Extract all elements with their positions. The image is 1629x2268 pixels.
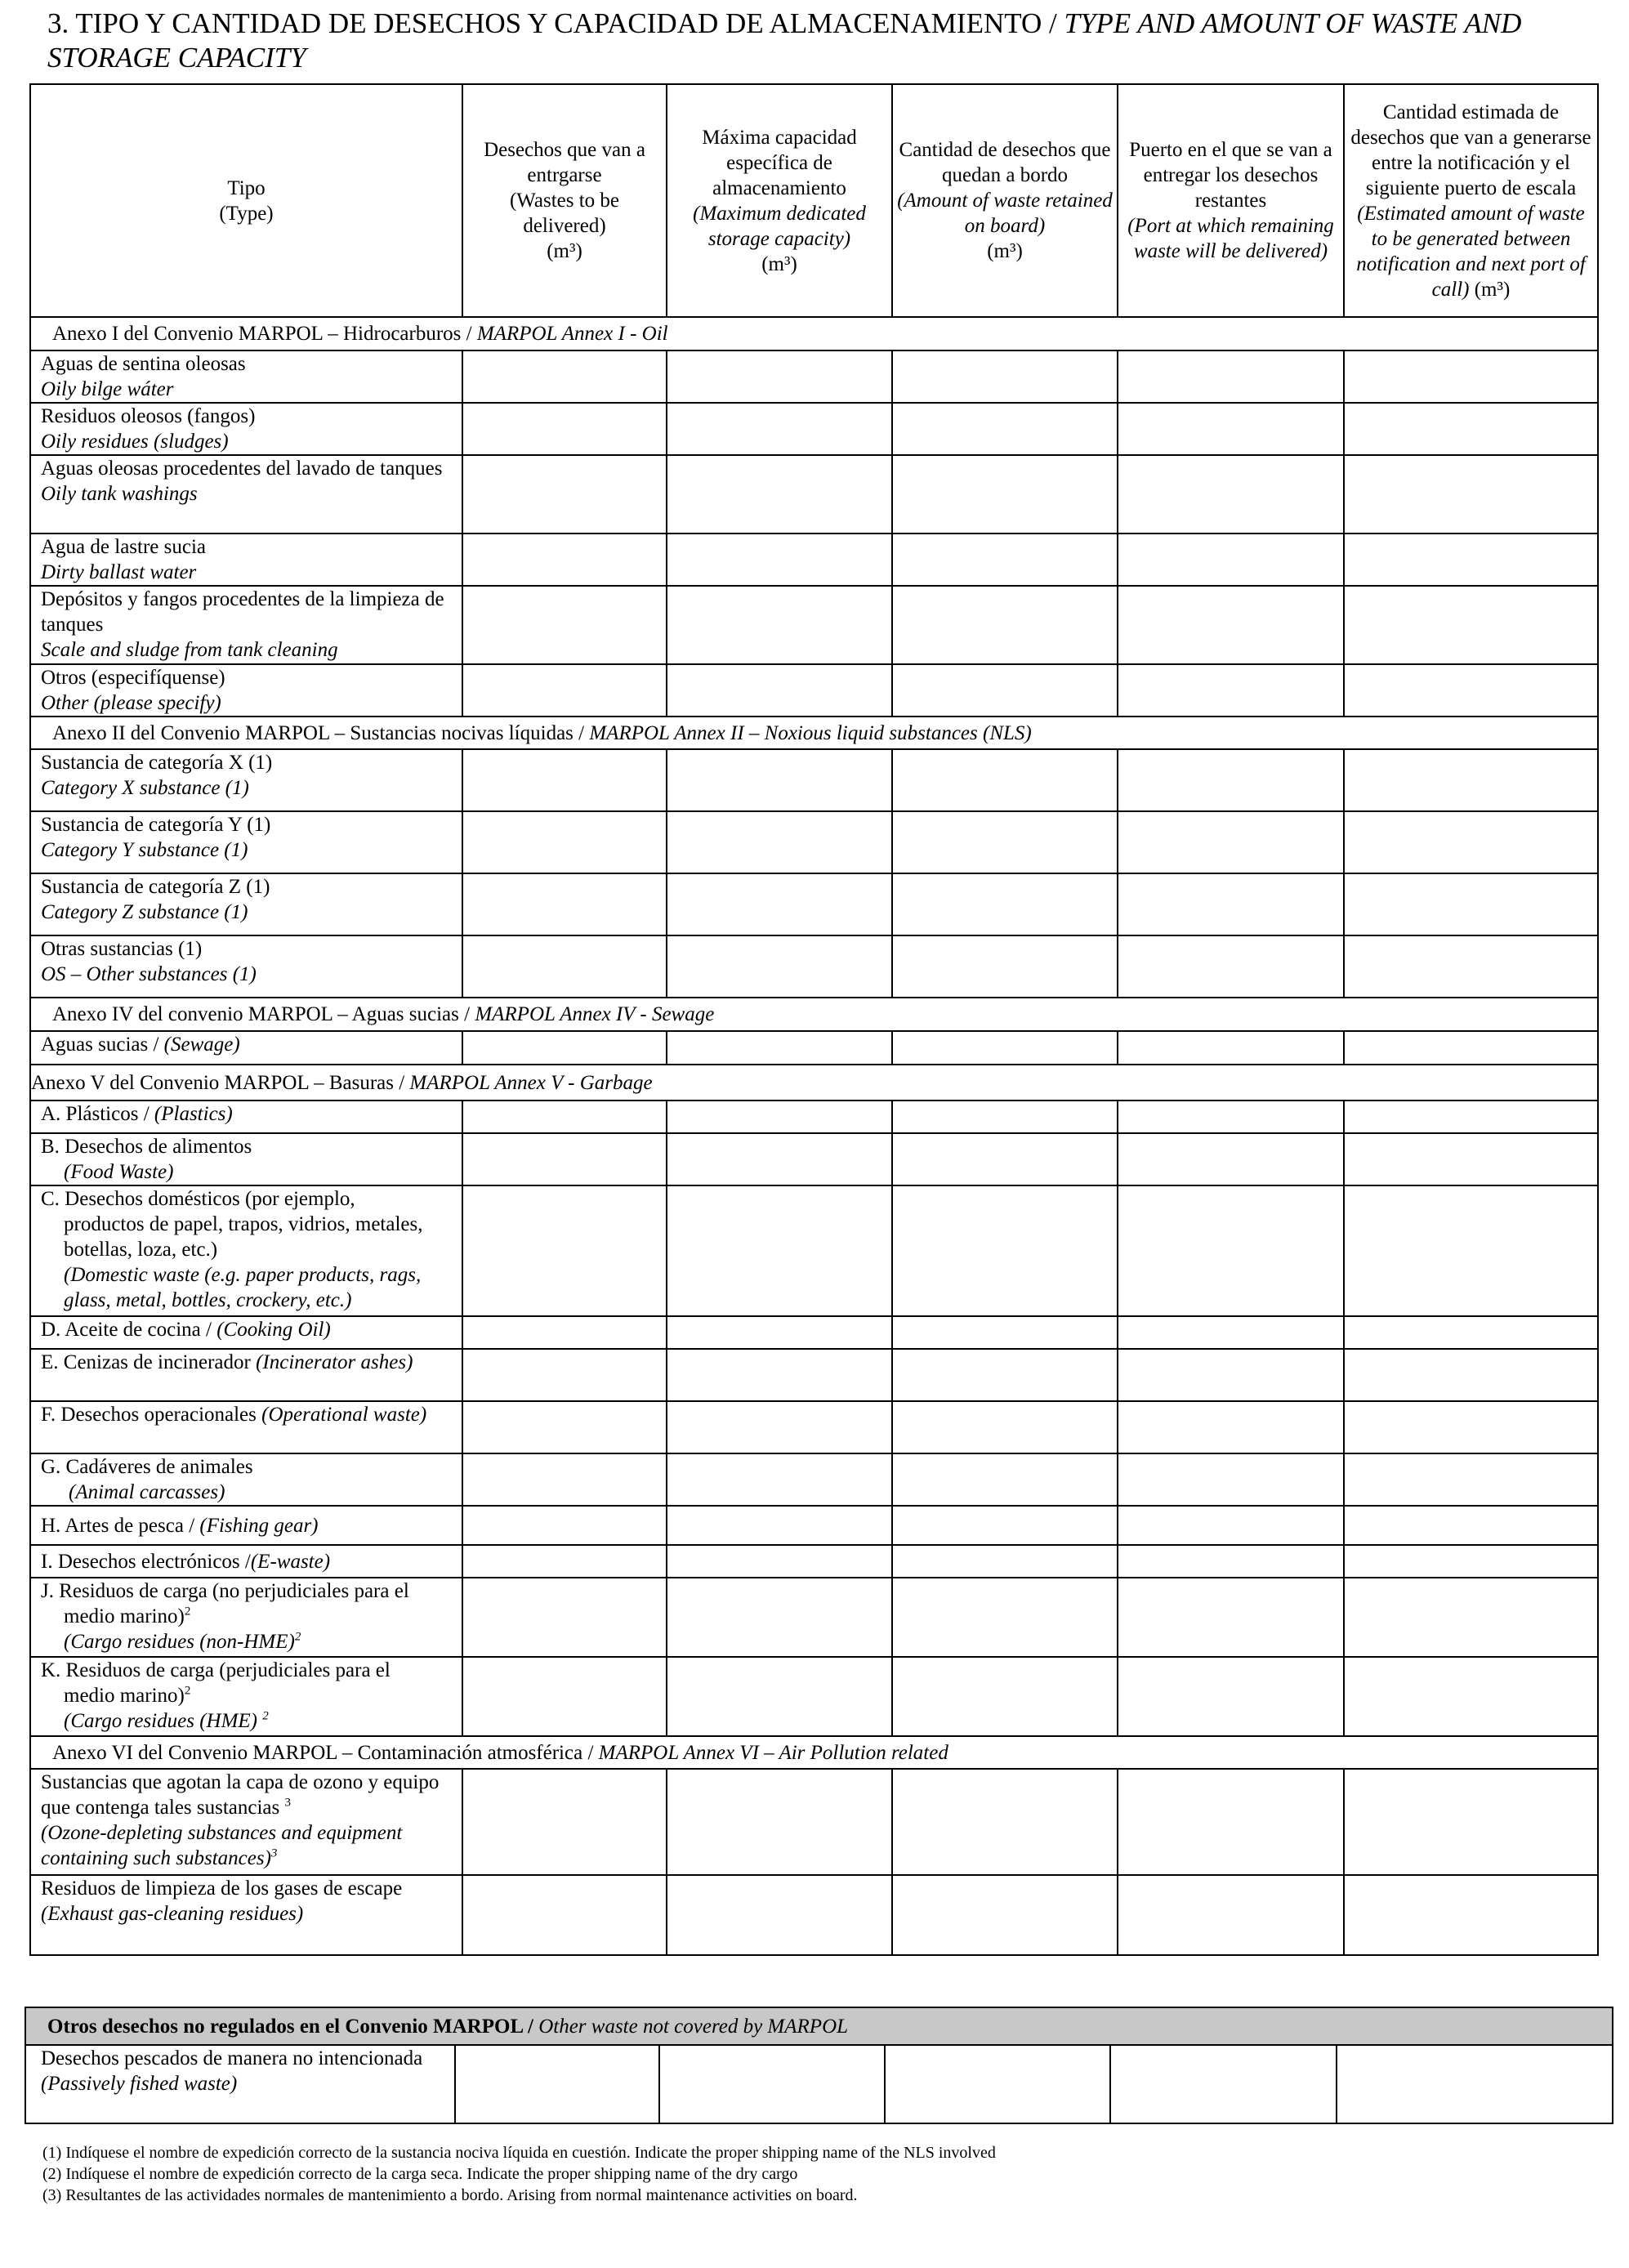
- footnote-3: (3) Resultantes de las actividades normales de mantenimiento a bordo. Arising from normal maintenance activities on board.: [42, 2186, 858, 2204]
- input-cell[interactable]: [667, 1453, 892, 1506]
- table-row: Otros (especifíquense) Other (please specify): [30, 664, 1598, 717]
- input-cell[interactable]: [892, 1316, 1118, 1349]
- input-cell[interactable]: [1118, 1316, 1344, 1349]
- input-cell[interactable]: [1118, 534, 1344, 586]
- input-cell[interactable]: [667, 749, 892, 811]
- table-row: D. Aceite de cocina / (Cooking Oil): [30, 1316, 1598, 1349]
- section-annex6: Anexo VI del Convenio MARPOL – Contaminación atmosférica / MARPOL Annex VI – Air Pollution related: [30, 1736, 1598, 1769]
- input-cell[interactable]: [667, 664, 892, 717]
- table-row: G. Cadáveres de animales (Animal carcasses): [30, 1453, 1598, 1506]
- table-row: H. Artes de pesca / (Fishing gear): [30, 1506, 1598, 1545]
- input-cell[interactable]: [462, 1349, 667, 1401]
- input-cell[interactable]: [1118, 1185, 1344, 1316]
- table-row: B. Desechos de alimentos (Food Waste): [30, 1133, 1598, 1185]
- input-cell[interactable]: [667, 1578, 892, 1657]
- input-cell[interactable]: [667, 1769, 892, 1875]
- input-cell[interactable]: [1118, 664, 1344, 717]
- input-cell[interactable]: [462, 1401, 667, 1453]
- input-cell[interactable]: [1118, 350, 1344, 403]
- input-cell[interactable]: [659, 2045, 885, 2123]
- input-cell[interactable]: [1118, 1031, 1344, 1065]
- section-title-es: 3. TIPO Y CANTIDAD DE DESECHOS Y CAPACIDAD DE ALMACENAMIENTO /: [47, 7, 1064, 39]
- input-cell[interactable]: [462, 1875, 667, 1955]
- input-cell[interactable]: [462, 403, 667, 455]
- table-row: I. Desechos electrónicos /(E-waste): [30, 1545, 1598, 1578]
- table-row: Residuos de limpieza de los gases de escape (Exhaust gas-cleaning residues): [30, 1875, 1598, 1955]
- input-cell[interactable]: [1344, 1453, 1598, 1506]
- input-cell[interactable]: [1344, 811, 1598, 873]
- input-cell[interactable]: [667, 811, 892, 873]
- input-cell[interactable]: [892, 1578, 1118, 1657]
- input-cell[interactable]: [667, 350, 892, 403]
- input-cell[interactable]: [1344, 1185, 1598, 1316]
- section-annex2: Anexo II del Convenio MARPOL – Sustancias nocivas líquidas / MARPOL Annex II – Noxious liquid substances (NLS): [30, 717, 1598, 749]
- waste-table: [29, 83, 1599, 1956]
- input-cell[interactable]: [892, 350, 1118, 403]
- input-cell[interactable]: [1344, 664, 1598, 717]
- section-other: Otros desechos no regulados en el Convenio MARPOL / Other waste not covered by MARPOL: [25, 2007, 1613, 2045]
- input-cell[interactable]: [667, 935, 892, 998]
- table-row: Aguas sucias / (Sewage): [30, 1031, 1598, 1065]
- table-row: K. Residuos de carga (perjudiciales para el medio marino)$^2$ (Cargo residues (HME) $^2$: [30, 1657, 1598, 1736]
- table-row: Sustancia de categoría X (1) Category X substance (1): [30, 749, 1598, 811]
- table-row: Aguas de sentina oleosas Oily bilge wáter: [30, 350, 1598, 403]
- input-cell[interactable]: [667, 1133, 892, 1185]
- input-cell[interactable]: [892, 534, 1118, 586]
- input-cell[interactable]: [462, 455, 667, 534]
- header-estimated: Cantidad estimada de desechos que van a generarse entre la notificación y el siguiente puerto de escala (Estimated amount of waste to be generated between notification and next port of call) (m³): [1344, 84, 1598, 317]
- input-cell[interactable]: [462, 1545, 667, 1578]
- input-cell[interactable]: [667, 1545, 892, 1578]
- section-title-en: TYPE AND AMOUNT OF WASTE AND STORAGE CAPACITY: [47, 7, 1522, 74]
- table-row: A. Plásticos / (Plastics): [30, 1101, 1598, 1133]
- input-cell[interactable]: [1344, 403, 1598, 455]
- input-cell[interactable]: [462, 664, 667, 717]
- input-cell[interactable]: [667, 1401, 892, 1453]
- input-cell[interactable]: [1344, 935, 1598, 998]
- input-cell[interactable]: [1118, 1545, 1344, 1578]
- input-cell[interactable]: [1118, 1453, 1344, 1506]
- input-cell[interactable]: [892, 1101, 1118, 1133]
- table-row: Residuos oleosos (fangos) Oily residues (sludges): [30, 403, 1598, 455]
- header-row: [30, 84, 1598, 317]
- header-delivered: Desechos que van a entrgarse (Wastes to be delivered) (m³): [462, 84, 667, 317]
- input-cell[interactable]: [1118, 811, 1344, 873]
- section-annex5: Anexo V del Convenio MARPOL – Basuras / MARPOL Annex V - Garbage: [30, 1065, 1598, 1101]
- table-row: Sustancia de categoría Z (1) Category Z substance (1): [30, 873, 1598, 935]
- input-cell[interactable]: [1344, 1506, 1598, 1545]
- input-cell[interactable]: [892, 1657, 1118, 1736]
- input-cell[interactable]: [1118, 1769, 1344, 1875]
- input-cell[interactable]: [885, 2045, 1110, 2123]
- input-cell[interactable]: [1344, 586, 1598, 664]
- input-cell[interactable]: [462, 586, 667, 664]
- table-row: Depósitos y fangos procedentes de la limpieza de tanques Scale and sludge from tank cleaning: [30, 586, 1598, 664]
- input-cell[interactable]: [462, 935, 667, 998]
- input-cell[interactable]: [1110, 2045, 1337, 2123]
- input-cell[interactable]: [1344, 1657, 1598, 1736]
- input-cell[interactable]: [1118, 1657, 1344, 1736]
- input-cell[interactable]: [1118, 935, 1344, 998]
- input-cell[interactable]: [1118, 1101, 1344, 1133]
- table-row: Desechos pescados de manera no intencionada (Passively fished waste): [25, 2045, 1613, 2123]
- input-cell[interactable]: [892, 749, 1118, 811]
- input-cell[interactable]: [1344, 1133, 1598, 1185]
- input-cell[interactable]: [667, 1101, 892, 1133]
- input-cell[interactable]: [892, 811, 1118, 873]
- input-cell[interactable]: [455, 2045, 659, 2123]
- input-cell[interactable]: [462, 534, 667, 586]
- input-cell[interactable]: [1118, 873, 1344, 935]
- table-row: Agua de lastre sucia Dirty ballast water: [30, 534, 1598, 586]
- input-cell[interactable]: [462, 1185, 667, 1316]
- input-cell[interactable]: [892, 1769, 1118, 1875]
- input-cell[interactable]: [1118, 586, 1344, 664]
- input-cell[interactable]: [462, 1578, 667, 1657]
- table-row: Aguas oleosas procedentes del lavado de tanques Oily tank washings: [30, 455, 1598, 534]
- input-cell[interactable]: [1118, 403, 1344, 455]
- input-cell[interactable]: [892, 664, 1118, 717]
- input-cell[interactable]: [667, 1031, 892, 1065]
- input-cell[interactable]: [1344, 1316, 1598, 1349]
- input-cell[interactable]: [892, 935, 1118, 998]
- table-row: C. Desechos domésticos (por ejemplo, productos de papel, trapos, vidrios, metales, botellas, loza, etc.) (Domestic waste (e.g. paper products, rags, glass, metal, bottles, crockery, etc.): [30, 1185, 1598, 1316]
- input-cell[interactable]: [1118, 1578, 1344, 1657]
- input-cell[interactable]: [1118, 1506, 1344, 1545]
- section-annex4: Anexo IV del convenio MARPOL – Aguas sucias / MARPOL Annex IV - Sewage: [30, 998, 1598, 1031]
- input-cell[interactable]: [1118, 1349, 1344, 1401]
- input-cell[interactable]: [667, 1316, 892, 1349]
- input-cell[interactable]: [1344, 1349, 1598, 1401]
- table-row: Sustancias que agotan la capa de ozono y equipo que contenga tales sustancias $^3$ (Ozone-depleting substances and equipment containing such substances)$^3$: [30, 1769, 1598, 1875]
- input-cell[interactable]: [667, 873, 892, 935]
- table-row: Otras sustancias (1) OS – Other substances (1): [30, 935, 1598, 998]
- section-title: [47, 7, 1600, 75]
- input-cell[interactable]: [892, 1875, 1118, 1955]
- input-cell[interactable]: [1344, 534, 1598, 586]
- input-cell[interactable]: [1118, 1875, 1344, 1955]
- input-cell[interactable]: [1118, 1401, 1344, 1453]
- input-cell[interactable]: [1344, 455, 1598, 534]
- input-cell[interactable]: [892, 1185, 1118, 1316]
- input-cell[interactable]: [462, 1769, 667, 1875]
- input-cell[interactable]: [667, 1875, 892, 1955]
- input-cell[interactable]: [892, 1133, 1118, 1185]
- input-cell[interactable]: [667, 455, 892, 534]
- input-cell[interactable]: [1344, 1769, 1598, 1875]
- input-cell[interactable]: [892, 1545, 1118, 1578]
- input-cell[interactable]: [462, 873, 667, 935]
- input-cell[interactable]: [892, 586, 1118, 664]
- input-cell[interactable]: [1118, 1133, 1344, 1185]
- input-cell[interactable]: [1344, 350, 1598, 403]
- input-cell[interactable]: [462, 749, 667, 811]
- footnote-2: (2) Indíquese el nombre de expedición correcto de la carga seca. Indicate the proper shipping name of the dry cargo: [42, 2165, 798, 2183]
- input-cell[interactable]: [462, 1506, 667, 1545]
- footnote-1: (1) Indíquese el nombre de expedición correcto de la sustancia nociva líquida en cuestión. Indicate the proper shipping name of the NLS involved: [42, 2144, 996, 2162]
- input-cell[interactable]: [667, 1185, 892, 1316]
- input-cell[interactable]: [1344, 1401, 1598, 1453]
- input-cell[interactable]: [892, 1506, 1118, 1545]
- section-annex1: Anexo I del Convenio MARPOL – Hidrocarburos / MARPOL Annex I - Oil: [30, 317, 1598, 350]
- input-cell[interactable]: [667, 403, 892, 455]
- input-cell[interactable]: [892, 1401, 1118, 1453]
- input-cell[interactable]: [462, 1453, 667, 1506]
- header-port: Puerto en el que se van a entregar los desechos restantes (Port at which remaining waste will be delivered): [1118, 84, 1344, 317]
- input-cell[interactable]: [462, 1101, 667, 1133]
- input-cell[interactable]: [892, 403, 1118, 455]
- input-cell[interactable]: [892, 455, 1118, 534]
- input-cell[interactable]: [1118, 455, 1344, 534]
- other-waste-table: [25, 2007, 1613, 2124]
- input-cell[interactable]: [462, 1031, 667, 1065]
- header-type: Tipo (Type): [30, 84, 462, 317]
- footnotes: [42, 2142, 996, 2206]
- header-retained: Cantidad de desechos que quedan a bordo (Amount of waste retained on board) (m³): [892, 84, 1118, 317]
- input-cell[interactable]: [462, 1657, 667, 1736]
- table-row: Sustancia de categoría Y (1) Category Y substance (1): [30, 811, 1598, 873]
- input-cell[interactable]: [462, 350, 667, 403]
- input-cell[interactable]: [892, 1031, 1118, 1065]
- input-cell[interactable]: [1344, 1578, 1598, 1657]
- input-cell[interactable]: [892, 873, 1118, 935]
- input-cell[interactable]: [667, 1506, 892, 1545]
- input-cell[interactable]: [1344, 873, 1598, 935]
- input-cell[interactable]: [1344, 1545, 1598, 1578]
- input-cell[interactable]: [892, 1453, 1118, 1506]
- table-row: E. Cenizas de incinerador (Incinerator ashes): [30, 1349, 1598, 1401]
- input-cell[interactable]: [1344, 749, 1598, 811]
- input-cell[interactable]: [1344, 1875, 1598, 1955]
- input-cell[interactable]: [892, 1349, 1118, 1401]
- input-cell[interactable]: [1337, 2045, 1613, 2123]
- table-row: J. Residuos de carga (no perjudiciales para el medio marino)$^2$ (Cargo residues $(non-HME)^2$: [30, 1578, 1598, 1657]
- input-cell[interactable]: [462, 1133, 667, 1185]
- input-cell[interactable]: [1344, 1101, 1598, 1133]
- input-cell[interactable]: [462, 1316, 667, 1349]
- header-capacity: Máxima capacidad específica de almacenamiento (Maximum dedicated storage capacity) (m³): [667, 84, 892, 317]
- input-cell[interactable]: [667, 534, 892, 586]
- input-cell[interactable]: [462, 811, 667, 873]
- input-cell[interactable]: [667, 586, 892, 664]
- table-row: F. Desechos operacionales (Operational waste): [30, 1401, 1598, 1453]
- input-cell[interactable]: [667, 1657, 892, 1736]
- input-cell[interactable]: [1118, 749, 1344, 811]
- input-cell[interactable]: [667, 1349, 892, 1401]
- input-cell[interactable]: [1344, 1031, 1598, 1065]
